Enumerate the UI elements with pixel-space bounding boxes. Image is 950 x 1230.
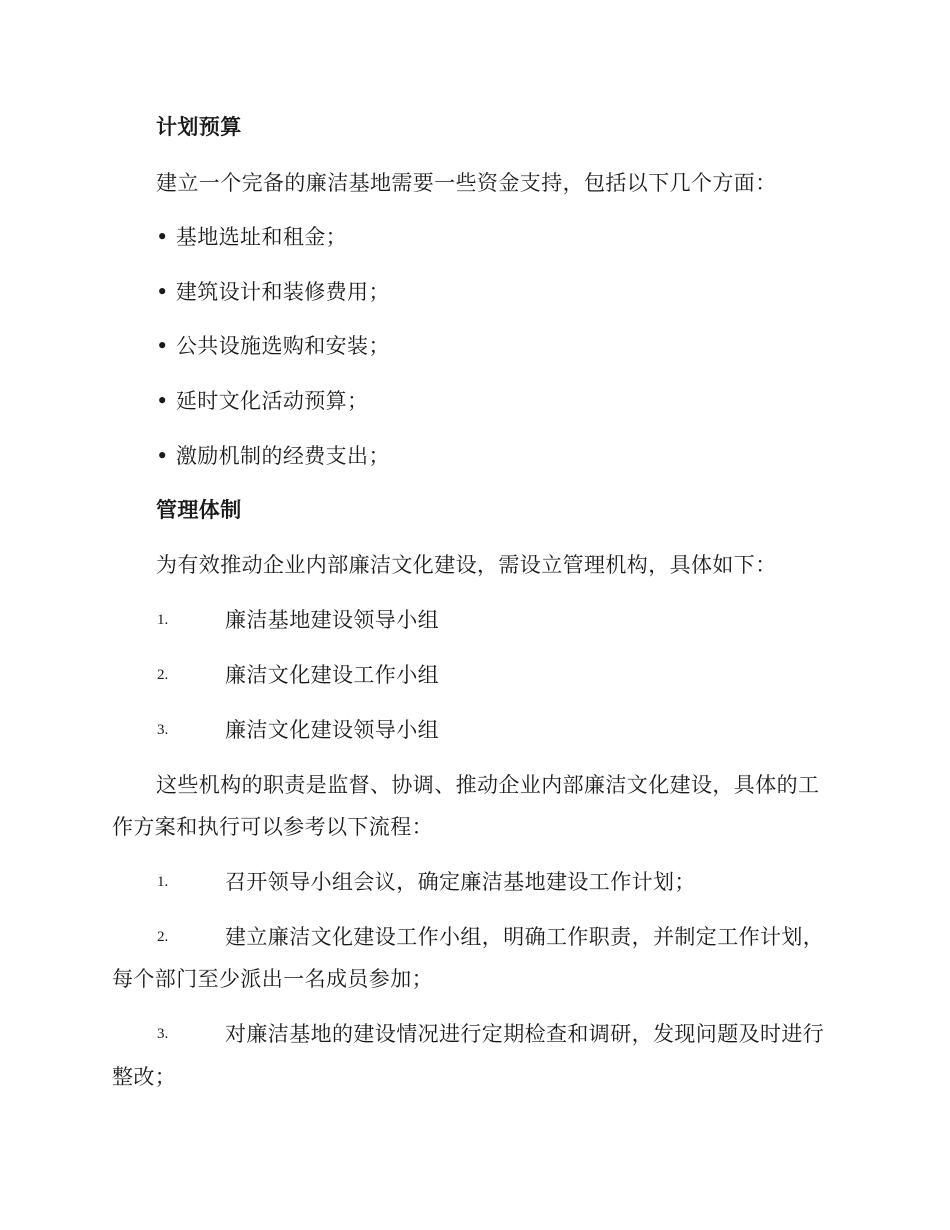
budget-bullet-5: • 激励机制的经费支出；	[156, 444, 390, 468]
step-number-1: 1.	[157, 874, 169, 890]
duties-paragraph-line-1: 这些机构的职责是监督、协调、推动企业内部廉洁文化建设，具体的工	[156, 773, 820, 797]
step-number-3: 3.	[157, 1026, 169, 1042]
budget-intro: 建立一个完备的廉洁基地需要一些资金支持，包括以下几个方面：	[156, 171, 777, 195]
section-heading-budget: 计划预算	[156, 115, 242, 139]
group-item-1: 廉洁基地建设领导小组	[225, 608, 439, 632]
group-number-1: 1.	[157, 612, 169, 628]
budget-bullet-4: • 延时文化活动预算；	[156, 389, 369, 413]
step-text-3-line-2: 整改；	[112, 1065, 177, 1089]
section-heading-management: 管理体制	[156, 498, 242, 522]
budget-bullet-1: • 基地选址和租金；	[156, 225, 348, 249]
group-number-2: 2.	[157, 667, 169, 683]
step-text-2-line-2: 每个部门至少派出一名成员参加；	[112, 967, 433, 991]
step-text-1: 召开领导小组会议，确定廉洁基地建设工作计划；	[225, 870, 696, 894]
step-text-3-line-1: 对廉洁基地的建设情况进行定期检查和调研，发现问题及时进行	[225, 1022, 825, 1046]
group-number-3: 3.	[157, 722, 169, 738]
group-item-2: 廉洁文化建设工作小组	[225, 663, 439, 687]
budget-bullet-2: • 建筑设计和装修费用；	[156, 280, 390, 304]
group-item-3: 廉洁文化建设领导小组	[225, 718, 439, 742]
step-text-2-line-1: 建立廉洁文化建设工作小组，明确工作职责，并制定工作计划，	[225, 925, 825, 949]
budget-bullet-3: • 公共设施选购和安装；	[156, 334, 390, 358]
duties-paragraph-line-2: 作方案和执行可以参考以下流程：	[112, 815, 433, 839]
step-number-2: 2.	[157, 929, 169, 945]
management-intro: 为有效推动企业内部廉洁文化建设，需设立管理机构，具体如下：	[156, 553, 777, 577]
